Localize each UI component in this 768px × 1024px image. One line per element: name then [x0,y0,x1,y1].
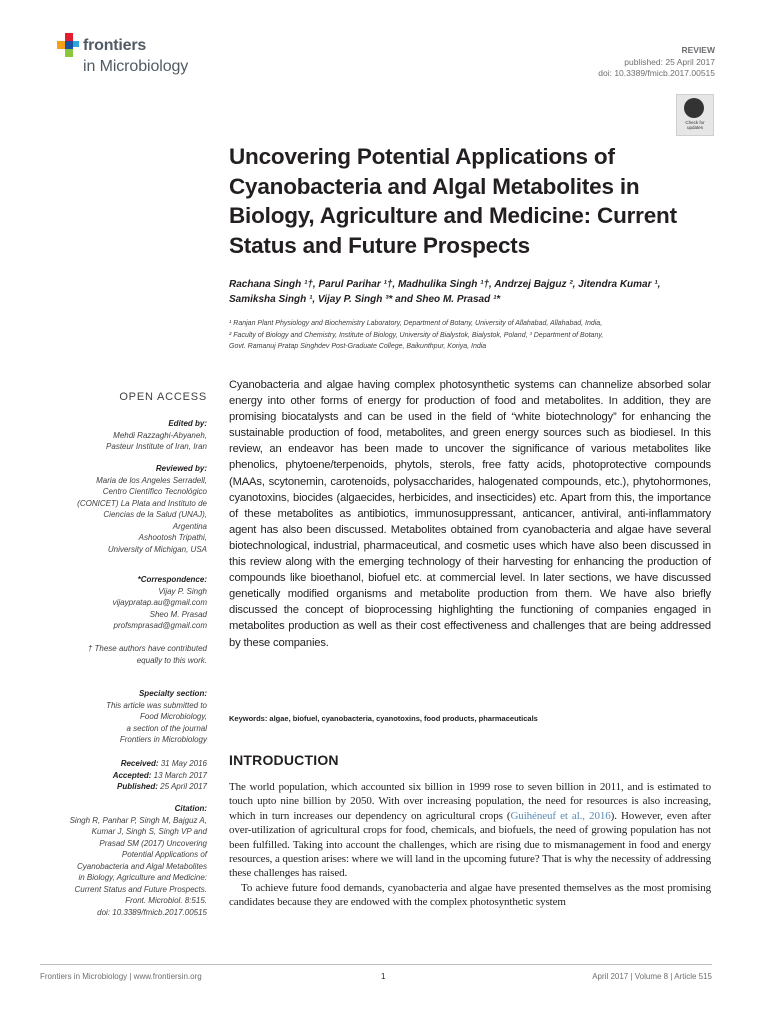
sidebar-line: Prasad SM (2017) Uncovering [99,838,207,848]
footer-journal[interactable]: Frontiers in Microbiology | www.frontiersin.org [40,972,202,981]
specialty-section-block [40,688,207,746]
published-heading: Published: [117,782,158,791]
affiliation-line: Govt. Ramanuj Pratap Singhdev Post-Graduate College, Baikunthpur, Koriya, India [229,343,487,350]
sidebar-line: Maria de los Angeles Serradell, [96,475,207,485]
dates-block [40,758,207,793]
correspondence-heading: *Correspondence: [137,575,207,584]
sidebar-line: Current Status and Future Prospects. [74,884,207,894]
footer-issue: April 2017 | Volume 8 | Article 515 [592,972,712,981]
sidebar-line: Potential Applications of [121,850,207,859]
sidebar-line: Argentina [172,521,207,531]
open-access-label: OPEN ACCESS [119,391,207,403]
sidebar-line: a section of the journal [126,723,207,733]
received-heading: Received: [120,759,159,768]
authors-line: Samiksha Singh ¹, Vijay P. Singh ³* and Sheo M. Prasad ¹* [229,294,501,305]
sidebar-line: University of Michigan, USA [107,544,207,554]
doi[interactable]: doi: 10.3389/fmicb.2017.00515 [598,68,715,78]
published-date: published: 25 April 2017 [624,56,715,67]
received-date: 31 May 2016 [160,759,207,768]
specialty-heading: Specialty section: [138,689,207,698]
check-for-updates-badge[interactable] [676,94,714,136]
citation-heading: Citation: [174,804,207,813]
authors-line: Rachana Singh ¹†, Parul Parihar ¹†, Madhulika Singh ¹†, Andrzej Bajguz ², Jitendra Kumar ¹, [229,279,661,290]
sidebar-line: Centro Científico Tecnológico [102,487,207,496]
reviewed-by-block [40,463,207,555]
sidebar-line: Ashootosh Tripathi, [138,533,207,542]
brand-name: frontiers [83,37,147,54]
paragraph [229,780,711,881]
accepted-line [40,770,207,782]
edited-by-block [40,418,207,453]
equal-contribution-note [40,643,207,666]
paragraph: To achieve future food demands, cyanobacteria and algae have presented themselves as the most promising candidates because they are endowed with the complex photosynthetic system [229,881,711,909]
sidebar-line: Cyanobacteria and Algal Metabolites [76,861,207,871]
received-line [40,758,207,770]
email-link[interactable]: vijaypratap.au@gmail.com [112,598,207,607]
sidebar-line: † These authors have contributed [87,644,207,653]
published-date: 25 April 2017 [160,782,207,791]
check-updates-icon [684,98,704,118]
sidebar-line: in Biology, Agriculture and Medicine: [78,873,207,882]
edited-by-heading: Edited by: [168,419,207,428]
reviewed-by-heading: Reviewed by: [155,464,207,473]
body-text [229,780,711,910]
correspondence-block [40,574,207,632]
affiliation-line: ² Faculty of Biology and Chemistry, Institute of Biology, University of Bialystok, Bialystok, Poland, ³ Department of Botany, [229,331,604,339]
citation-block [40,803,207,918]
journal-logo [57,33,257,83]
sidebar-line: Vijay P. Singh [158,586,207,596]
sidebar-line: Mehdi Razzaghi-Abyaneh, [113,430,207,440]
sidebar-line: This article was submitted to [106,700,207,710]
sidebar-line: Pasteur Institute of Iran, Iran [106,442,207,451]
footer-divider [40,964,712,965]
page-number: 1 [381,972,386,981]
sidebar-line: (CONICET) La Plata and Instituto de [77,498,207,508]
frontiers-logo-icon [57,33,83,59]
published-line [40,781,207,793]
sidebar-line: Front. Microbiol. 8:515. [125,896,207,905]
sidebar-line: Kumar J, Singh S, Singh VP and [91,827,207,836]
sidebar-line: Ciencias de la Salud (UNAJ), [103,510,207,519]
check-updates-label: Check for updates [685,120,705,130]
abstract: Cyanobacteria and algae having complex photosynthetic systems can channelize absorbed solar energy into other forms of energy for production of food and metabolites. In addition, they are promising biocatalysts and can be used in the field of “white biotechnology” for enhancing the sustainable production of food, metabolites, and green energy sources such as biodiesel. In this review, an endeavor has been made to uncover the significance of various metabolites like phenolics, phytoene/terpenoids, phytols, sterols, free fatty acids, photoprotective compounds (MAAs, scytonemin, carotenoids, polysaccharides, halogenated compounds, etc.), phytohormones, cyanotoxins, biocides (algaecides, herbicides, and insecticides) etc. Apart from this, the importance of these metabolites as antibiotics, immunosuppressant, anticancer, antiviral, anti-inflammatory agent has also been discussed. Metabolites obtained from cyanobacteria and algae have several biotechnological, industrial, pharmaceutical, and cosmetic uses which have also been discussed in this review along with the emerging technology of their harvesting for enhancing the production of compounds like bioethanol, biofuel etc. at commercial level. In later sections, we have discussed genetically modified organisms and metabolite production from them. We have also briefly discussed the concept of bioprocessing highlighting the functioning of companies engaged in metabolites production as well as their cost effectiveness and challenges that are being addressed by these companies. [229,379,711,649]
sidebar-line: equally to this work. [136,655,207,665]
keywords: Keywords: algae, biofuel, cyanobacteria, cyanotoxins, food products, pharmaceuticals [229,714,538,723]
email-link[interactable]: profsmprasad@gmail.com [113,621,207,630]
citation-link[interactable]: Guihéneuf et al., 2016 [510,809,611,822]
paragraph-text: The world population, which accounted six billion in 1999 rose to seven billion in 2011, and is estimated to touch upto nine billion by 2050. With over increasing population, the need for resources is also increasing, which in turn increases our dependency on agricultural crops ( [229,781,711,822]
sidebar-line: Singh R, Panhar P, Singh M, Bajguz A, [69,815,207,825]
article-title: Uncovering Potential Applications of Cyanobacteria and Algal Metabolites in Biology, Agriculture and Medicine: Current Status and Future Prospects [229,144,677,258]
paragraph-text: ). However, even after over-utilization of agricultural crops for food, chemicals, and biofuels, the need of growing population has not been fulfilled. Taking into account the challenges, which are rising due to mismanagement in food and energy resources, a question arises: where we will land in the upcoming future? That is why the necessity of addressing these challenges has raised. [229,809,712,880]
article-type: REVIEW [681,45,715,55]
sidebar-line: Food Microbiology, [140,712,207,721]
affiliation-line: ¹ Ranjan Plant Physiology and Biochemistry Laboratory, Department of Botany, University of Allahabad, Allahabad, India, [229,320,603,327]
journal-subtitle: in Microbiology [83,58,189,75]
affiliations [229,318,719,353]
article-header-meta [598,45,715,80]
accepted-date: 13 March 2017 [153,770,207,780]
citation-doi[interactable]: doi: 10.3389/fmicb.2017.00515 [97,907,207,917]
accepted-heading: Accepted: [112,770,152,780]
sidebar-line: Sheo M. Prasad [149,609,207,619]
section-heading: INTRODUCTION [229,752,339,768]
author-list [229,277,719,307]
sidebar-line: Frontiers in Microbiology [119,735,207,744]
